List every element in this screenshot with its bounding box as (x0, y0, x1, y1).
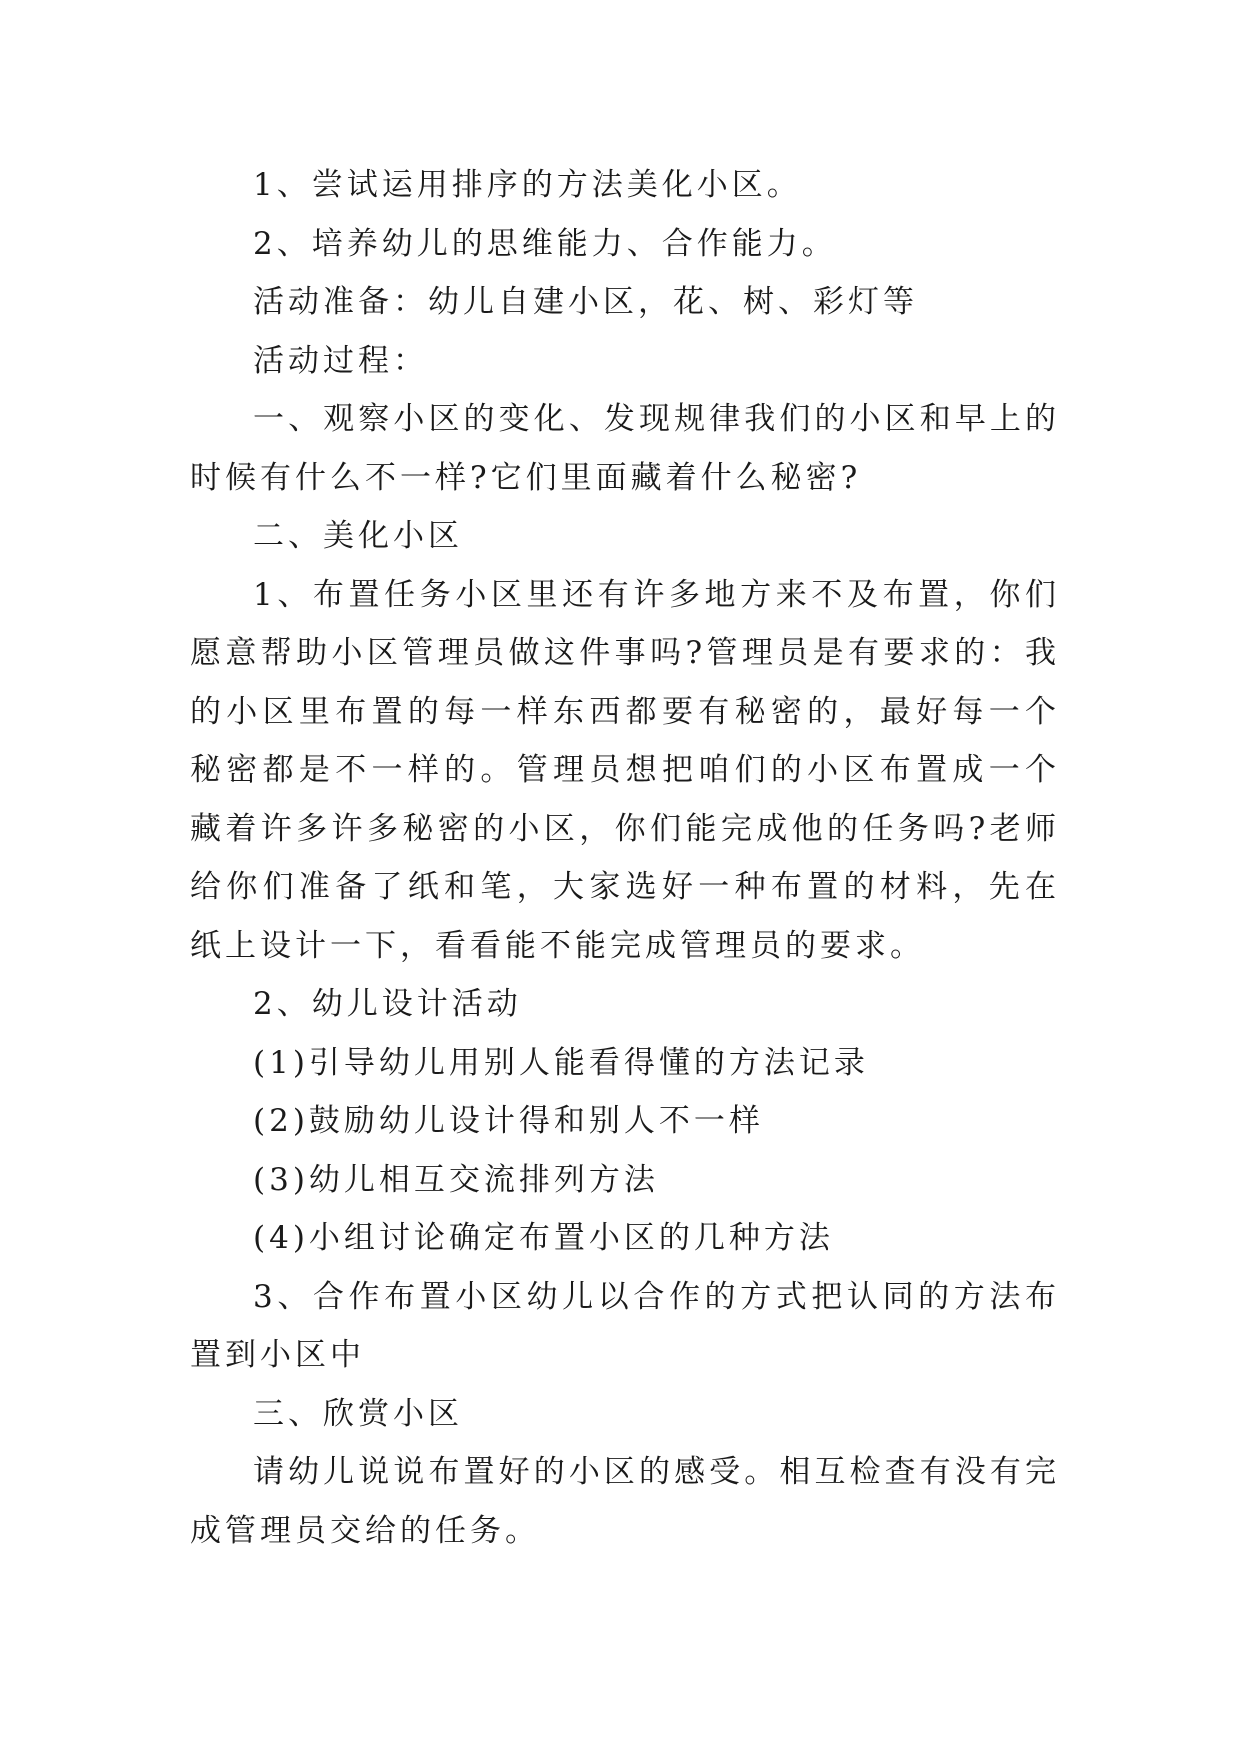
paragraph-design-activity: 2、幼儿设计活动 (253, 986, 522, 1022)
paragraph-step-2-task: 1、布置任务小区里还有许多地方来不及布置，你们愿意帮助小区管理员做这件事吗?管理员是有要求的：我的小区里布置的每一样东西都要有秘密的，最好每一个秘密都是不一样的。管理员想把咱们的小区布置成一个藏着许多许多秘密的小区，你们能完成他的任务吗?老师给你们准备了纸和笔，大家选好一种布置的材料，先在纸上设计一下，看看能不能完成管理员的要求。 (190, 576, 1060, 964)
document-body (190, 156, 1060, 1560)
paragraph-step-1: 一、观察小区的变化、发现规律我们的小区和早上的时候有什么不一样?它们里面藏着什么秘密? (190, 401, 1060, 496)
paragraph-design-item-3: (3)幼儿相互交流排列方法 (253, 1161, 659, 1198)
paragraph-design-item-4: (4)小组讨论确定布置小区的几种方法 (253, 1220, 834, 1256)
paragraph-design-item-1: (1)引导幼儿用别人能看得懂的方法记录 (253, 1044, 869, 1081)
paragraph-goal-2: 2、培养幼儿的思维能力、合作能力。 (253, 225, 837, 262)
paragraph-design-item-2: (2)鼓励幼儿设计得和别人不一样 (253, 1103, 764, 1139)
paragraph-closing: 请幼儿说说布置好的小区的感受。相互检查有没有完成管理员交给的任务。 (190, 1454, 1060, 1549)
paragraph-step-2-heading: 二、美化小区 (253, 518, 463, 554)
paragraph-process-heading: 活动过程： (253, 342, 428, 379)
paragraph-cooperate: 3、合作布置小区幼儿以合作的方式把认同的方法布置到小区中 (190, 1278, 1060, 1373)
paragraph-goal-1: 1、尝试运用排序的方法美化小区。 (253, 167, 802, 203)
paragraph-preparation: 活动准备：幼儿自建小区，花、树、彩灯等 (253, 284, 918, 320)
paragraph-step-3-heading: 三、欣赏小区 (253, 1395, 463, 1432)
